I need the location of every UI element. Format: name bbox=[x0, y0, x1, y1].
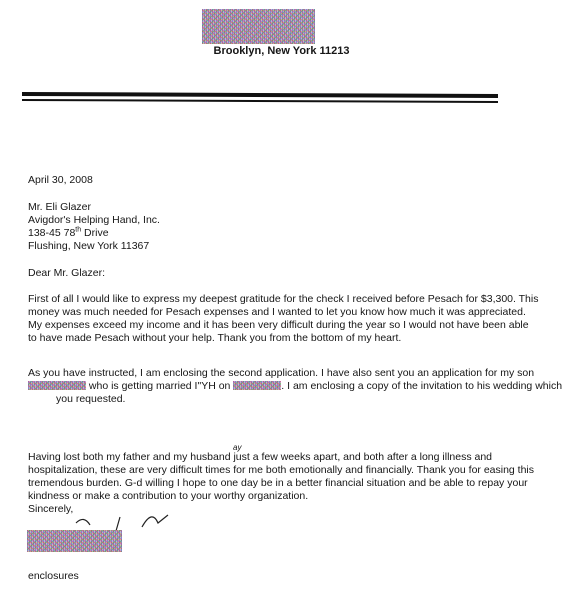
redacted-wedding-date bbox=[233, 381, 281, 390]
redacted-signature bbox=[27, 530, 122, 552]
paragraph-line: tremendous burden. G-d willing I hope to one day be in a better financial situation and be able to repay your bbox=[28, 477, 528, 489]
letter-date: April 30, 2008 bbox=[28, 174, 93, 186]
paragraph-line: hospitalization, these are very difficult times for me both emotionally and financially. Thank you for easing this bbox=[28, 464, 535, 476]
paragraph-hardship bbox=[28, 451, 535, 503]
letterhead-address: Brooklyn, New York 11213 bbox=[213, 45, 350, 57]
letterhead-rule-thick bbox=[22, 92, 498, 98]
recipient-organization: Avigdor's Helping Hand, Inc. bbox=[28, 214, 160, 226]
paragraph-line: Having lost both my father and my husband just a few weeks apart, and both after a long illness and bbox=[28, 451, 493, 463]
recipient-name: Mr. Eli Glazer bbox=[28, 201, 92, 213]
letterhead-rule-thin bbox=[22, 99, 498, 103]
text-fragment: who is getting married I"YH on bbox=[86, 380, 234, 392]
signature-strokes bbox=[72, 505, 182, 533]
paragraph-line: you requested. bbox=[56, 393, 126, 405]
paragraph-line: to have made Pesach without your help. Thank you from the bottom of my heart. bbox=[28, 332, 402, 344]
salutation: Dear Mr. Glazer: bbox=[28, 267, 106, 279]
street-name: Drive bbox=[81, 227, 109, 239]
text-fragment: . I am enclosing a copy of the invitation to his wedding which bbox=[281, 380, 562, 392]
paragraph-line: kindness or make a contribution to your worthy organization. bbox=[28, 490, 309, 502]
enclosures-note: enclosures bbox=[28, 570, 79, 582]
closing: Sincerely, bbox=[28, 503, 74, 515]
street-number: 138-45 78 bbox=[28, 227, 76, 239]
recipient-city: Flushing, New York 11367 bbox=[28, 240, 150, 252]
handwritten-mark: ay bbox=[233, 443, 242, 452]
redacted-son-name bbox=[28, 381, 86, 390]
paragraph-line: My expenses exceed my income and it has been very difficult during the year so I would not have been able bbox=[28, 319, 529, 331]
paragraph-gratitude bbox=[28, 293, 539, 345]
paragraph-application bbox=[28, 367, 562, 406]
paragraph-line: As you have instructed, I am enclosing the second application. I have also sent you an application for my son bbox=[28, 367, 535, 379]
street-ordinal: th bbox=[75, 226, 82, 234]
recipient-street bbox=[28, 227, 109, 239]
paragraph-line bbox=[28, 380, 562, 393]
redacted-letterhead-name bbox=[202, 9, 315, 44]
paragraph-line: First of all I would like to express my deepest gratitude for the check I received before Pesach for $3,300. This bbox=[28, 293, 539, 305]
paragraph-line: money was much needed for Pesach expenses and I wanted to let you know how much it was appreciated. bbox=[28, 306, 526, 318]
